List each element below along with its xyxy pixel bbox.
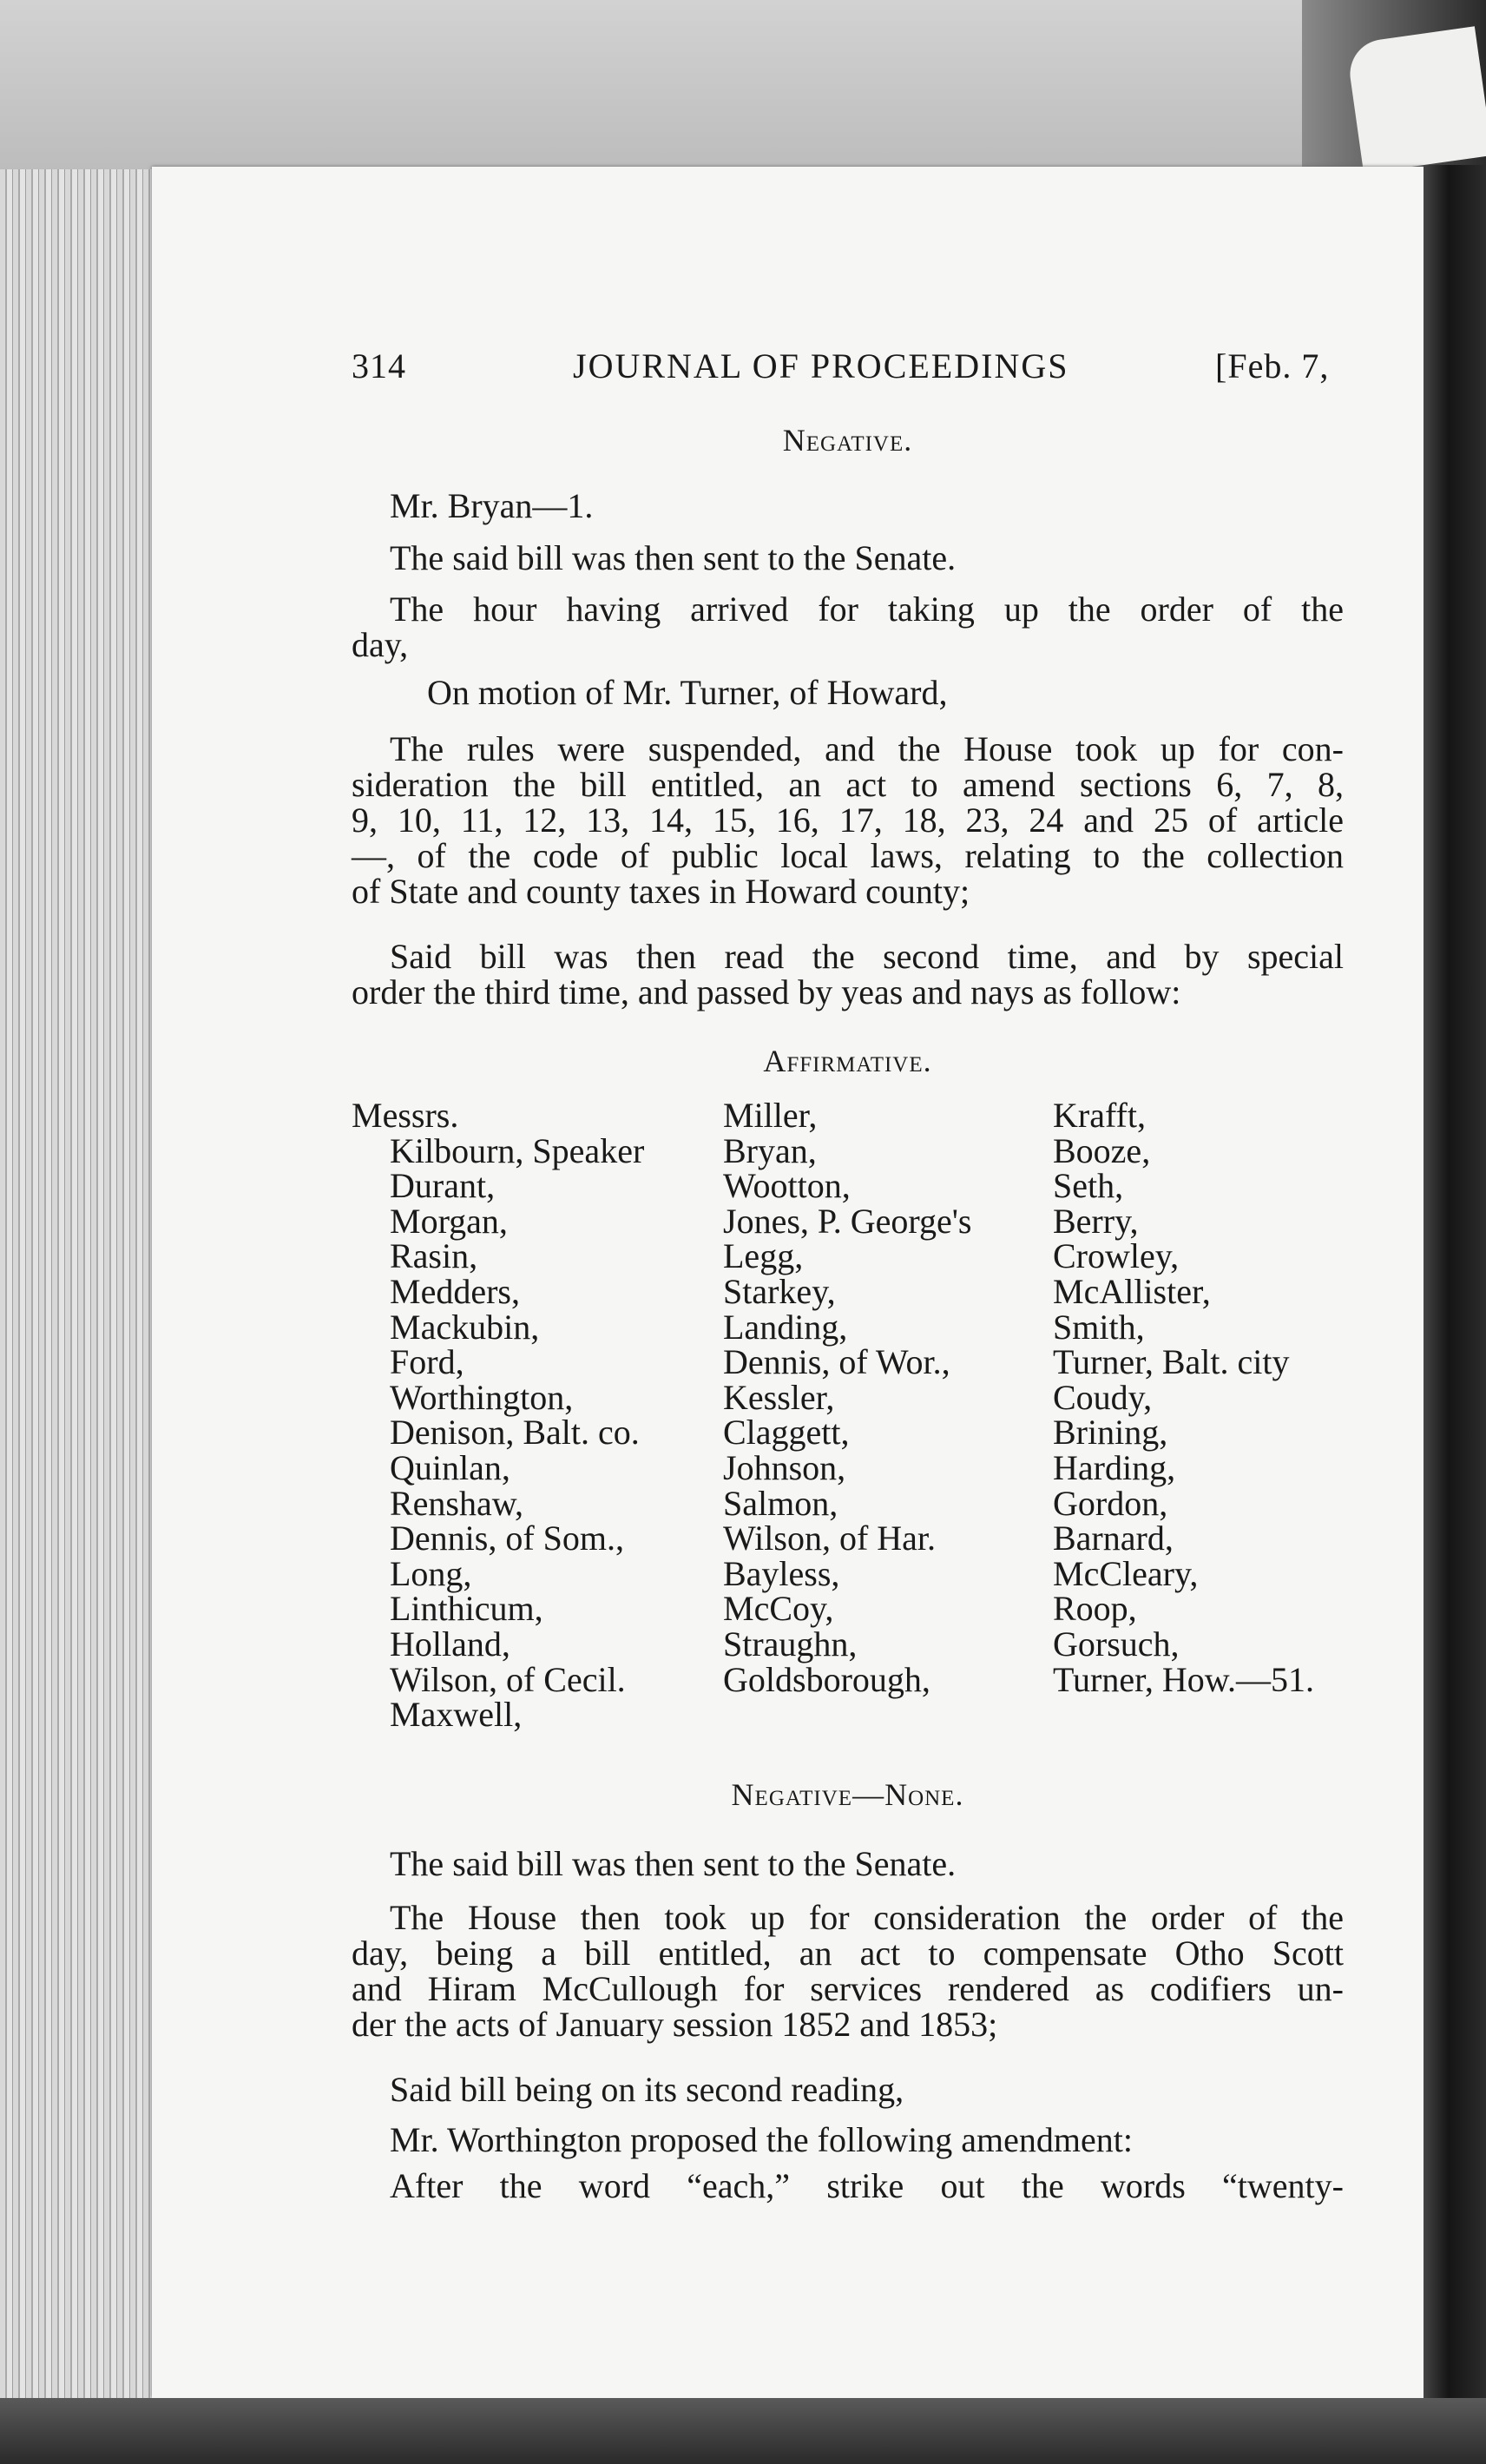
member-name: Linthicum, <box>390 1589 543 1629</box>
member-name: Berry, <box>1053 1201 1139 1241</box>
text-line: der the acts of January session 1852 and 1853; <box>352 2005 998 2044</box>
member-name: Medders, <box>390 1271 520 1311</box>
affirmative-column-1 <box>352 1098 644 1733</box>
affirmative-heading: Affirmative. <box>763 1044 932 1078</box>
member-name: Gordon, <box>1053 1483 1168 1523</box>
member-name: Starkey, <box>723 1271 836 1311</box>
member-name: Jones, P. George's <box>723 1201 972 1241</box>
member-name: Maxwell, <box>390 1695 523 1735</box>
member-name: Wilson, of Cecil. <box>390 1659 626 1699</box>
member-name: Holland, <box>390 1624 510 1664</box>
text-line: sideration the bill entitled, an act to amend sections 6, 7, 8, <box>352 765 1344 804</box>
member-name: Miller, <box>723 1096 818 1135</box>
member-name: McCleary, <box>1053 1553 1199 1593</box>
member-name: Landing, <box>723 1307 848 1347</box>
text-line: After the word “each,” strike out the words “twenty- <box>390 2166 1344 2205</box>
member-name: Straughn, <box>723 1624 858 1664</box>
member-name: Kessler, <box>723 1377 835 1417</box>
sent-to-senate-1: The said bill was then sent to the Senate. <box>390 538 957 577</box>
text-line: Said bill was then read the second time, and by special <box>390 937 1344 976</box>
member-name: Roop, <box>1053 1589 1137 1629</box>
member-name: Long, <box>390 1553 472 1593</box>
second-reading-line: Said bill being on its second reading, <box>390 2070 904 2109</box>
text-line: —, of the code of public local laws, relating to the collection <box>352 836 1344 875</box>
member-name: Quinlan, <box>390 1447 510 1487</box>
house-paragraph <box>352 1900 1344 2042</box>
member-name: Wilson, of Har. <box>723 1519 937 1558</box>
member-name: Legg, <box>723 1236 804 1276</box>
text-line: The House then took up for consideration the order of the <box>390 1898 1344 1937</box>
member-name: Gorsuch, <box>1053 1624 1180 1664</box>
member-name: Johnson, <box>723 1447 846 1487</box>
member-name: Denison, Balt. co. <box>390 1413 640 1453</box>
amendment-text <box>390 2168 1344 2204</box>
member-name: Claggett, <box>723 1413 850 1453</box>
member-name: Renshaw, <box>390 1483 524 1523</box>
member-name: Dennis, of Som., <box>390 1519 624 1558</box>
member-name: Rasin, <box>390 1236 478 1276</box>
member-name: Coudy, <box>1053 1377 1153 1417</box>
text-line: 9, 10, 11, 12, 13, 14, 15, 16, 17, 18, 23, 24 and 25 of article <box>352 800 1344 840</box>
page-clip <box>1345 26 1486 173</box>
hour-paragraph <box>352 591 1344 662</box>
amendment-line: Mr. Worthington proposed the following amendment: <box>390 2120 1133 2159</box>
member-name: Wootton, <box>723 1166 851 1206</box>
member-name: Booze, <box>1053 1130 1151 1170</box>
page-number: 314 <box>352 346 406 385</box>
member-name: McAllister, <box>1053 1271 1211 1311</box>
negative-none-heading: Negative—None. <box>731 1777 964 1812</box>
running-date: [Feb. 7, <box>1215 346 1330 385</box>
negative-vote: Mr. Bryan—1. <box>390 486 594 525</box>
text-line: The hour having arrived for taking up the order of the <box>390 590 1344 629</box>
text-line: day, <box>352 625 409 664</box>
member-name: Morgan, <box>390 1201 508 1241</box>
member-name: Dennis, of Wor., <box>723 1342 950 1382</box>
running-title: JOURNAL OF PROCEEDINGS <box>573 346 1069 385</box>
member-name: Bayless, <box>723 1553 840 1593</box>
member-name: Mackubin, <box>390 1307 540 1347</box>
member-name: McCoy, <box>723 1589 834 1629</box>
messrs-label: Messrs. <box>352 1096 459 1135</box>
member-name: Salmon, <box>723 1483 838 1523</box>
text-line: The rules were suspended, and the House took up for con- <box>390 729 1344 768</box>
scan-background-top <box>0 0 1486 174</box>
member-name: Barnard, <box>1053 1519 1174 1558</box>
book-right-edge <box>1424 165 1486 2464</box>
text-line: order the third time, and passed by yeas and nays as follow: <box>352 972 1181 1011</box>
member-name: Bryan, <box>723 1130 817 1170</box>
member-name: Turner, How.—51. <box>1053 1659 1314 1699</box>
text-line: and Hiram McCullough for services rendered as codifiers un- <box>352 1969 1344 2008</box>
text-line: of State and county taxes in Howard county; <box>352 872 970 911</box>
scan-background-bottom <box>0 2398 1486 2464</box>
motion-line: On motion of Mr. Turner, of Howard, <box>427 673 948 712</box>
member-name: Crowley, <box>1053 1236 1180 1276</box>
sent-to-senate-2: The said bill was then sent to the Senate. <box>390 1844 957 1883</box>
member-name: Harding, <box>1053 1447 1176 1487</box>
text-line: day, being a bill entitled, an act to compensate Otho Scott <box>352 1934 1344 1973</box>
rules-paragraph <box>352 731 1344 909</box>
member-name: Brining, <box>1053 1413 1168 1453</box>
member-name: Kilbourn, Speaker <box>390 1130 645 1170</box>
page-stack-edge <box>0 169 156 2409</box>
affirmative-column-3 <box>1053 1098 1314 1697</box>
member-name: Krafft, <box>1053 1096 1146 1135</box>
member-name: Smith, <box>1053 1307 1145 1347</box>
member-name: Durant, <box>390 1166 496 1206</box>
negative-heading: Negative. <box>782 423 913 458</box>
member-name: Turner, Balt. city <box>1053 1342 1290 1382</box>
member-name: Ford, <box>390 1342 464 1382</box>
member-name: Goldsborough, <box>723 1659 930 1699</box>
member-name: Worthington, <box>390 1377 574 1417</box>
member-name: Seth, <box>1053 1166 1124 1206</box>
affirmative-column-2 <box>723 1098 971 1697</box>
second-reading-paragraph <box>352 939 1344 1010</box>
